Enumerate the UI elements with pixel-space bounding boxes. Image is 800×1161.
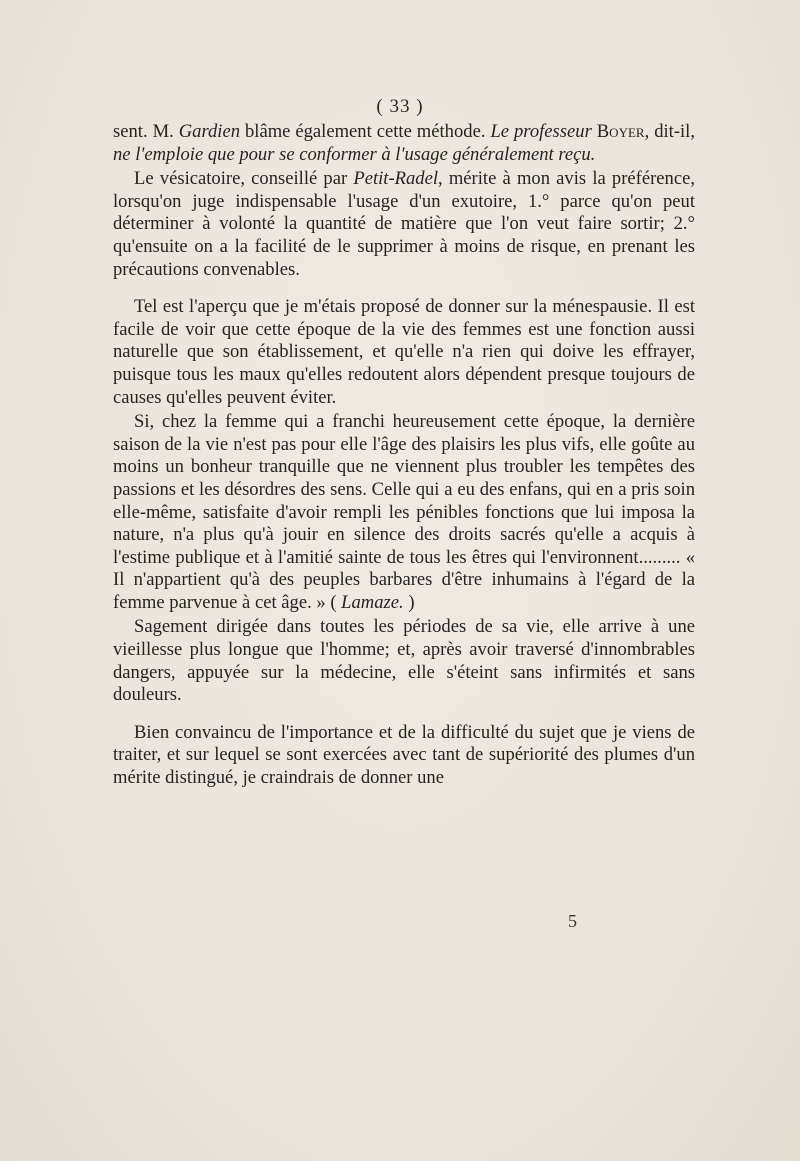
text-segment: , mérite à mon avis la préférence, lorsqu'on juge indispensable l'usage d'un exutoire, 1.° parce qu'on peut déterminer à volonté la quantité de matière que l'on veut faire sortir; 2.° qu'ensuite on a la facilité de le supprimer à moins de risque, en prenant les précautions convenables.: [113, 168, 695, 280]
text-segment: Lamaze.: [341, 591, 404, 613]
paragraph: [113, 722, 695, 790]
text-segment: , dit-il,: [644, 121, 695, 142]
text-segment: ne l'emploie que pour se conformer à l'usage généralement reçu.: [113, 143, 596, 165]
text-segment: Le professeur: [490, 121, 592, 142]
paragraph: [113, 616, 695, 706]
text-segment: Sagement dirigée dans toutes les périodes de sa vie, elle arrive à une vieillesse plus longue que l'homme; et, après avoir traversé d'innombrables dangers, appuyée sur la médecine, elle s'éteint sans infirmités et sans douleurs.: [113, 616, 695, 706]
text-segment: Si, chez la femme qui a franchi heureusement cette époque, la dernière saison de la vie n'est pas pour elle l'âge des plaisirs les plus vifs, elle goûte au moins un bonheur tranquille que ne viennent plus troubler les tempêtes des passions et les désordres des sens. Celle qui a eu des enfans, qui en a pris soin elle-même, satisfaite d'avoir rempli les pénibles fonctions que lui imposa la nature, n'a plus qu'à jouir en silence des droits sacrés qu'elle a acquis à l'estime publique et à l'amitié sainte de tous les êtres qui l'environnent......... « Il n'appartient qu'à des peuples barbares d'être inhumains à l'égard de la femme parvenue à cet âge. » (: [113, 411, 695, 613]
text-segment: Le vésicatoire, conseillé par: [134, 168, 354, 190]
paragraph: [113, 411, 695, 614]
signature-mark: 5: [568, 911, 577, 931]
page-number: ( 33 ): [376, 96, 424, 117]
text-segment: sent. M.: [113, 121, 179, 142]
text-segment: Gardien: [178, 121, 241, 142]
paragraph: [113, 121, 695, 166]
body-text: [113, 121, 695, 790]
text-segment: Petit-Radel: [353, 168, 439, 190]
text-segment: blâme également cette méthode.: [240, 121, 491, 142]
text-segment: Bien convaincu de l'importance et de la difficulté du sujet que je viens de traiter, et sur lequel se sont exercées avec tant de supériorité des plumes d'un mérite distingué, je craindrais de donner une: [113, 721, 695, 789]
text-segment: ): [403, 591, 415, 613]
paragraph: [113, 168, 695, 281]
text-segment: Boyer: [596, 121, 645, 142]
text-segment: Tel est l'aperçu que je m'étais proposé de donner sur la ménespausie. Il est facile de voir que cette époque de la vie des femmes est une fonction aussi naturelle que son établissement, et qu'elle n'a rien qui doive les effrayer, puisque tous les maux qu'elles redoutent alors dépendent presque toujours de causes qu'elles peuvent éviter.: [113, 296, 695, 408]
paragraph: [113, 296, 695, 409]
